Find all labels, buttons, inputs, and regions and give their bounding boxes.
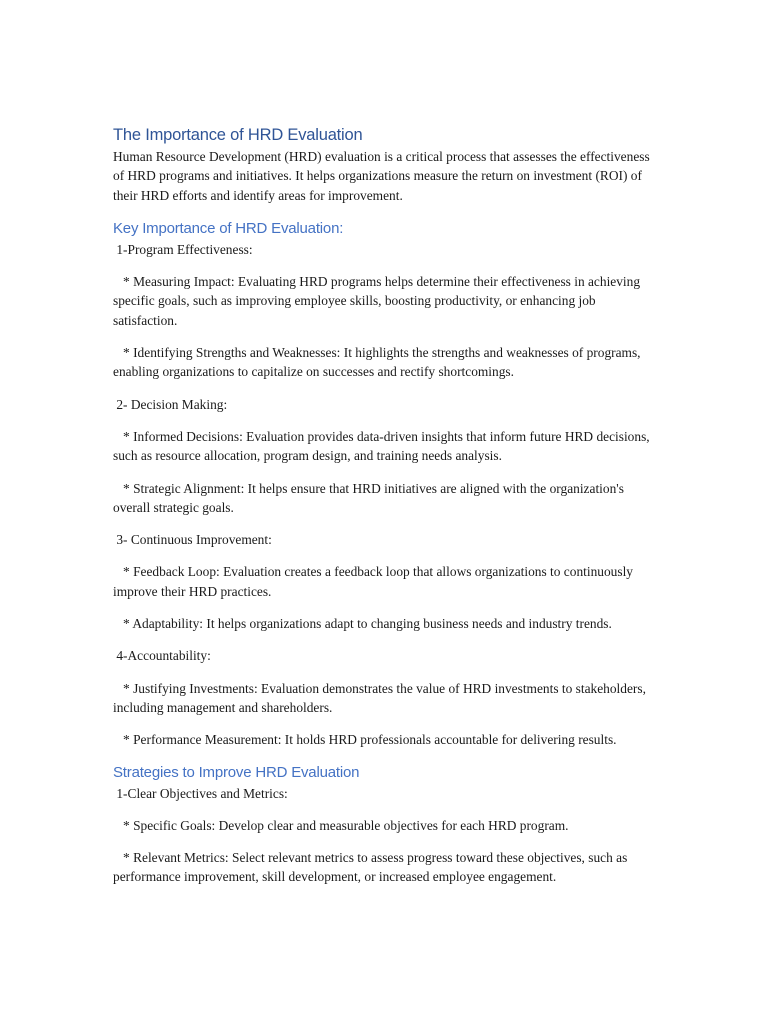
list-item: * Strategic Alignment: It helps ensure that HRD initiatives are aligned with the organization's overall strategic goals. [113, 480, 628, 515]
list-item: 1-Clear Objectives and Metrics: [113, 785, 288, 801]
list-item: 4-Accountability: [113, 648, 211, 664]
list-item: * Specific Goals: Develop clear and measurable objectives for each HRD program. [113, 817, 569, 833]
list-item: 3- Continuous Improvement: [113, 532, 272, 548]
list-item: * Measuring Impact: Evaluating HRD programs helps determine their effectiveness in achieving specific goals, such as improving employee skills, boosting productivity, or enhancing job satisfaction. [113, 274, 644, 328]
list-item: * Relevant Metrics: Select relevant metrics to assess progress toward these objectives, such as performance improvement, skill development, or increased employee engagement. [113, 850, 631, 885]
list-item: * Adaptability: It helps organizations adapt to changing business needs and industry trends. [113, 616, 612, 632]
list-item: * Identifying Strengths and Weaknesses: It highlights the strengths and weaknesses of programs, enabling organizations to capitalize on successes and rectify shortcomings. [113, 345, 644, 380]
document-title: The Importance of HRD Evaluation [113, 126, 363, 144]
section-heading-key-importance: Key Importance of HRD Evaluation: [113, 219, 344, 237]
document-body [113, 124, 658, 887]
list-item: 2- Decision Making: [113, 396, 228, 412]
list-item: * Feedback Loop: Evaluation creates a feedback loop that allows organizations to continuously improve their HRD practices. [113, 564, 637, 599]
intro-paragraph: Human Resource Development (HRD) evaluation is a critical process that assesses the effectiveness of HRD programs and initiatives. It helps organizations measure the return on investment (ROI) of their HRD efforts and identify areas for improvement. [113, 149, 650, 203]
list-item: * Justifying Investments: Evaluation demonstrates the value of HRD investments to stakeholders, including management and shareholders. [113, 680, 650, 715]
section-heading-strategies: Strategies to Improve HRD Evaluation [113, 763, 360, 781]
list-item: * Performance Measurement: It holds HRD professionals accountable for delivering results. [113, 732, 617, 748]
list-item: * Informed Decisions: Evaluation provides data-driven insights that inform future HRD decisions, such as resource allocation, program design, and training needs analysis. [113, 428, 653, 464]
list-item: 1-Program Effectiveness: [113, 241, 253, 257]
